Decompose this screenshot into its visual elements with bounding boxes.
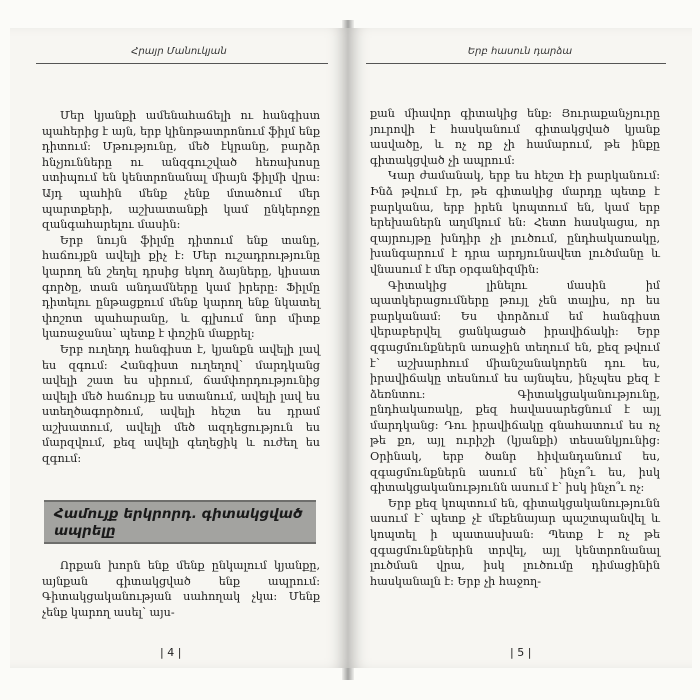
paragraph: Երբ նույն ֆիլմը դիտում ենք տանը, հաճույքն ավելի քիչ է: Մեր ուշադրությունը կարող են շեղել դրսից եկող ձայները, կիսատ գործը, տան անդամները կամ իրերը: Ֆիլմը դիտելու ընթացքում մենք կարող ենք նկատել փոշոտ պահարանը, և գլխում նոր միտք կառաջանա՝ պետք է փոշին մաքրել: xyxy=(42,233,320,341)
section-heading: Համույք երկրորդ. գիտակցված ապրելը xyxy=(44,500,316,544)
right-page xyxy=(348,28,692,668)
running-head-left: Հրայր Մանուկյան xyxy=(131,46,227,57)
paragraph: Երբ քեզ կոպտում են, գիտակցականությունն ասում է՝ պետք չէ մեքենայար պաշտպանվել և կոպտել ի պատասխան: Պետք է ոչ թե զգացմունքներին տրվել, այլ կենտրոնանալ լուծման վրա, իսկ լուծումը դիմացինին հասկանալն է: Երբ չի հաջող- xyxy=(370,496,660,588)
paragraph-continuation: քան միավոր գիտակից ենք: Յուրաքանչյուրը յուրովի է հասկանում գիտակցված կյանք ասվածը, և ոչ ոք չի համարում, թե ինքը գիտակցված չի ապրում: xyxy=(370,107,660,167)
page-number-right: | 5 | xyxy=(510,646,532,659)
running-head-right: Երբ հասուն դարձա xyxy=(467,46,573,57)
paragraph: Երբ ուղեղդ հանգիստ է, կյանքն ավելի լավ ես զգում: Հանգիստ ուղեղով՝ մարդկանց ավելի շատ ես սիրում, ճամփորդությունից ավելի մեծ հաճույք ես ստանում, ավելի լավ ես ստեղծագործում, ավելի հեշտ ես դրամ աշխատում, ավելի մեծ ազդեցություն ես մարզվում, քեզ ավելի գեղեցիկ և ուժեղ ես զգում: xyxy=(42,342,320,466)
left-body-text xyxy=(42,108,320,467)
right-body-text xyxy=(370,106,660,589)
paragraph: Որքան խորն ենք մենք ընկալում կյանքը, այնքան գիտակցված ենք ապրում: Գիտակցականության սահողակ չկա: Մենք չենք կարող ասել՝ այս- xyxy=(42,559,320,619)
header-rule-left xyxy=(36,63,328,64)
paragraph: Մեր կյանքի ամենահաճելի ու հանգիստ պահերից է այն, երբ կինոթատրոնում ֆիլմ ենք դիտում: Մթությունը, մեծ էկրանը, բարձր հնչյունները ու անզգուշված հեռախոսը ստիպում են կենտրոնանալ միայն ֆիլմի վրա: Այդ պահին մենք չենք մտածում մեր պարտքերի, աշխատանքի կամ ընկերոջը զանգահարելու մասին: xyxy=(42,109,320,232)
left-body-text-after-heading xyxy=(42,558,320,620)
left-page xyxy=(10,28,348,668)
paragraph: Կար ժամանակ, երբ ես հեշտ էի բարկանում: Ինձ թվում էր, թե գիտակից մարդը պետք է բարկանա, երբ իրեն կոպտում են, կամ երբ երեխաներն աղմկում են: Հետո հասկացա, որ զայրույթը խնդիր չի լուծում, ընդհակառակը, խանգարում է դրա արդյունավետ լուծմանը և վնասում է մեր օրգանիզմին: xyxy=(370,169,660,276)
header-rule-right xyxy=(366,63,666,64)
page-number-left: | 4 | xyxy=(160,646,182,659)
paragraph: Գիտակից լինելու մասին իմ պատկերացումները թույլ չեն տալիս, որ ես բարկանամ: Ես փորձում եմ հանգիստ վերաբերվել ցանկացած իրավիճակի: Երբ զգացմունքներն առաջին տեղում են, քեզ թվում է՝ աշխարհում միանշանակորեն դու ես, իրավիճակը տեսնում ես այնպես, ինչպես քեզ է ձեռնտու: Գիտակցականությունը, ընդհակառակը, քեզ հավասարեցնում է այլ մարդկանց: Դու իրավիճակը գնահատում ես ոչ թե քո, այլ ուրիշի (կյանքի) տեսանկյունից: Օրինակ, երբ ծանր հիվանդանում ես, զգացմունքներն ասում են՝ ինչո՞ւ ես, իսկ գիտակցականությունն ասում է՝ իսկ ինչո՞ւ ոչ: xyxy=(370,278,660,495)
